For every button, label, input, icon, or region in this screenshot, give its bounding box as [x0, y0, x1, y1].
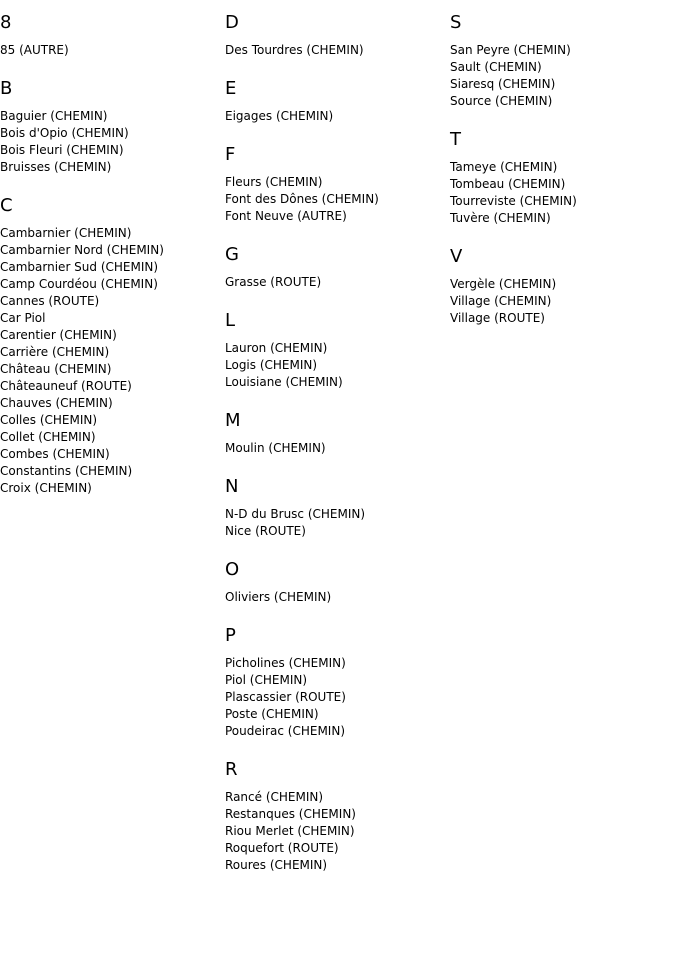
index-column	[225, 12, 450, 893]
street-link[interactable]: Tameye (CHEMIN)	[450, 160, 558, 174]
letter-heading: R	[225, 759, 238, 780]
street-link[interactable]: Carrière (CHEMIN)	[0, 345, 110, 359]
street-link[interactable]: N-D du Brusc (CHEMIN)	[225, 507, 366, 521]
letter-heading: G	[225, 244, 239, 265]
street-link[interactable]: Cambarnier (CHEMIN)	[0, 226, 132, 240]
street-link[interactable]: Collet (CHEMIN)	[0, 430, 96, 444]
letter-heading: S	[450, 12, 462, 33]
street-link[interactable]: Sault (CHEMIN)	[450, 60, 542, 74]
letter-group	[450, 12, 675, 110]
street-link[interactable]: Lauron (CHEMIN)	[225, 341, 328, 355]
street-list	[225, 108, 450, 125]
street-link[interactable]: Restanques (CHEMIN)	[225, 807, 356, 821]
letter-group	[225, 410, 450, 457]
letter-heading: B	[0, 78, 13, 99]
street-link[interactable]: Cambarnier Sud (CHEMIN)	[0, 260, 159, 274]
street-list	[225, 440, 450, 457]
letter-heading: T	[450, 129, 461, 150]
street-link[interactable]: Louisiane (CHEMIN)	[225, 375, 343, 389]
street-link[interactable]: Riou Merlet (CHEMIN)	[225, 824, 355, 838]
street-link[interactable]: Source (CHEMIN)	[450, 94, 553, 108]
street-list	[450, 276, 675, 327]
letter-group	[450, 246, 675, 327]
street-link[interactable]: Picholines (CHEMIN)	[225, 656, 346, 670]
street-link[interactable]: Baguier (CHEMIN)	[0, 109, 108, 123]
letter-heading: E	[225, 78, 237, 99]
street-link[interactable]: Tombeau (CHEMIN)	[450, 177, 566, 191]
street-list	[450, 42, 675, 110]
letter-group	[0, 78, 225, 176]
letter-group	[225, 78, 450, 125]
letter-group	[225, 144, 450, 225]
street-link[interactable]: Font Neuve (AUTRE)	[225, 209, 347, 223]
street-list	[225, 589, 450, 606]
letter-heading: V	[450, 246, 463, 267]
street-link[interactable]: Combes (CHEMIN)	[0, 447, 110, 461]
letter-heading: O	[225, 559, 240, 580]
letter-group	[0, 12, 225, 59]
street-link[interactable]: Font des Dônes (CHEMIN)	[225, 192, 379, 206]
street-list	[225, 42, 450, 59]
street-link[interactable]: Nice (ROUTE)	[225, 524, 306, 538]
street-link[interactable]: Des Tourdres (CHEMIN)	[225, 43, 364, 57]
letter-group	[225, 476, 450, 540]
street-link[interactable]: Rancé (CHEMIN)	[225, 790, 324, 804]
street-link[interactable]: Village (ROUTE)	[450, 311, 545, 325]
street-link[interactable]: Carentier (CHEMIN)	[0, 328, 117, 342]
street-link[interactable]: Tourreviste (CHEMIN)	[450, 194, 577, 208]
street-link[interactable]: Colles (CHEMIN)	[0, 413, 98, 427]
street-link[interactable]: Roures (CHEMIN)	[225, 858, 328, 872]
street-link[interactable]: Moulin (CHEMIN)	[225, 441, 326, 455]
letter-group	[225, 625, 450, 740]
street-link[interactable]: Bois d'Opio (CHEMIN)	[0, 126, 129, 140]
street-link[interactable]: Grasse (ROUTE)	[225, 275, 322, 289]
street-link[interactable]: Cannes (ROUTE)	[0, 294, 100, 308]
street-link[interactable]: Plascassier (ROUTE)	[225, 690, 346, 704]
letter-heading: F	[225, 144, 236, 165]
letter-group	[225, 244, 450, 291]
index-column	[450, 12, 675, 346]
street-link[interactable]: Roquefort (ROUTE)	[225, 841, 339, 855]
street-link[interactable]: Bois Fleuri (CHEMIN)	[0, 143, 124, 157]
street-list	[0, 225, 225, 497]
street-link[interactable]: Oliviers (CHEMIN)	[225, 590, 332, 604]
street-list	[225, 274, 450, 291]
letter-heading: 8	[0, 12, 12, 33]
street-link[interactable]: Poste (CHEMIN)	[225, 707, 319, 721]
index-column	[0, 12, 225, 516]
letter-group	[225, 310, 450, 391]
street-link[interactable]: Camp Courdéou (CHEMIN)	[0, 277, 158, 291]
street-link[interactable]: San Peyre (CHEMIN)	[450, 43, 571, 57]
street-link[interactable]: Cambarnier Nord (CHEMIN)	[0, 243, 164, 257]
street-link[interactable]: Eigages (CHEMIN)	[225, 109, 334, 123]
letter-heading: D	[225, 12, 239, 33]
street-list	[0, 108, 225, 176]
street-list	[225, 340, 450, 391]
letter-heading: N	[225, 476, 239, 497]
street-link[interactable]: Logis (CHEMIN)	[225, 358, 318, 372]
letter-group	[450, 129, 675, 227]
street-link[interactable]: 85 (AUTRE)	[0, 43, 69, 57]
street-link[interactable]: Bruisses (CHEMIN)	[0, 160, 112, 174]
street-link[interactable]: Tuvère (CHEMIN)	[450, 211, 551, 225]
street-list	[225, 789, 450, 874]
street-list	[0, 42, 225, 59]
letter-heading: M	[225, 410, 241, 431]
street-link[interactable]: Poudeirac (CHEMIN)	[225, 724, 346, 738]
street-list	[225, 174, 450, 225]
street-list	[225, 506, 450, 540]
street-list	[225, 655, 450, 740]
letter-group	[0, 195, 225, 497]
letter-heading: P	[225, 625, 236, 646]
letter-group	[225, 759, 450, 874]
street-link[interactable]: Château (CHEMIN)	[0, 362, 112, 376]
letter-group	[225, 559, 450, 606]
street-link[interactable]: Constantins (CHEMIN)	[0, 464, 133, 478]
street-link[interactable]: Chauves (CHEMIN)	[0, 396, 113, 410]
street-link[interactable]: Fleurs (CHEMIN)	[225, 175, 323, 189]
street-link[interactable]: Village (CHEMIN)	[450, 294, 552, 308]
street-link[interactable]: Vergèle (CHEMIN)	[450, 277, 557, 291]
letter-heading: L	[225, 310, 236, 331]
street-link[interactable]: Piol (CHEMIN)	[225, 673, 308, 687]
street-link[interactable]: Siaresq (CHEMIN)	[450, 77, 556, 91]
street-link[interactable]: Châteauneuf (ROUTE)	[0, 379, 132, 393]
street-link[interactable]: Car Piol	[0, 311, 46, 325]
street-link[interactable]: Croix (CHEMIN)	[0, 481, 92, 495]
street-list	[450, 159, 675, 227]
letter-heading: C	[0, 195, 13, 216]
letter-group	[225, 12, 450, 59]
